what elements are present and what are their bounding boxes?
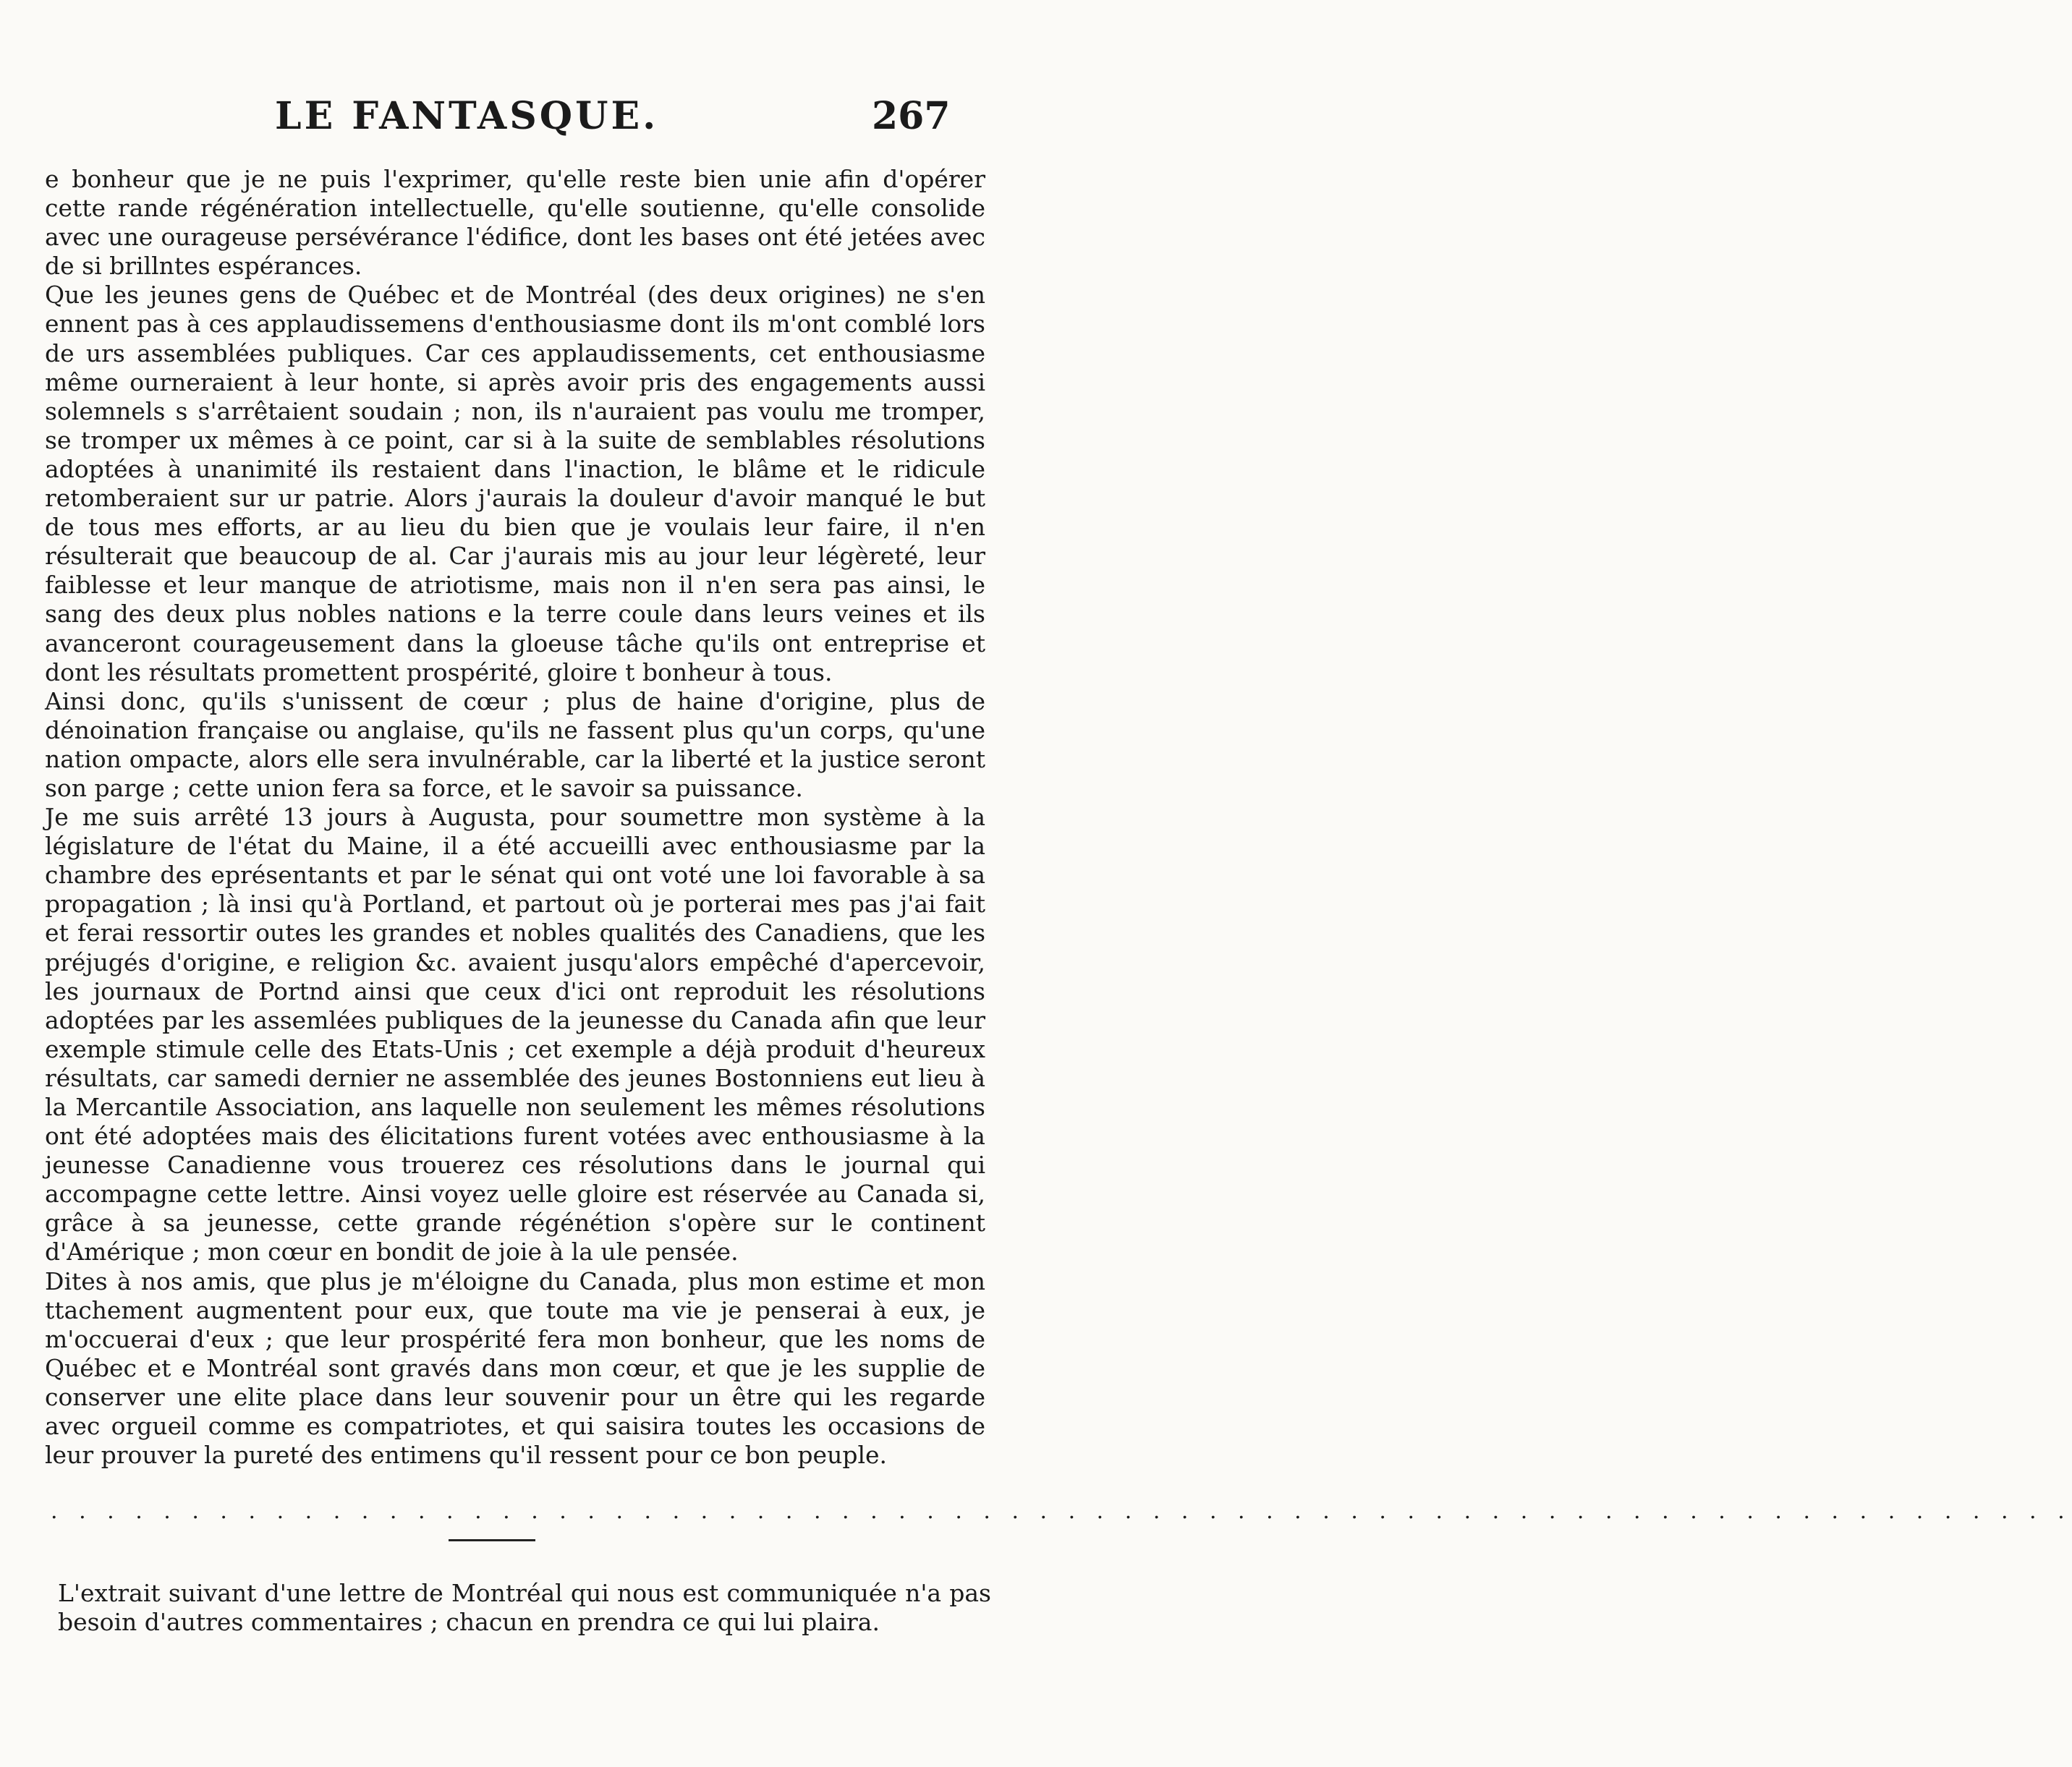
page-number: 267 [872,94,951,138]
running-title: LE FANTASQUE. [275,94,659,138]
paragraph-5: Dites à nos amis, que plus je m'éloigne du Canada, plus mon estime et mon ttachement augmentent pour eux, que toute ma vie je penserai à eux, je m'occuerai d'eux ; que leur prospérité fera mon bonheur, que les noms de Québec et e Montréal sont gravés dans mon cœur, et que je les supplie de conserver une elite place dans leur souvenir pour un être qui les regarde avec orgueil comme es compatriotes, et qui saisira toutes les occasions de leur prouver la pureté des entimens qu'il ressent pour ce bon peuple. [45,1266,985,1470]
article-body [45,165,985,1470]
dotted-separator: . . . . . . . . . . . . . . . . . . . . . . . . . . . . . . . . . . . . . . . . . . . . . . . . . . . . . . . . . . . . . . . . . . . . . . . . [51,1499,2072,1524]
extract-introduction: L'extrait suivant d'une lettre de Montréal qui nous est communiquée n'a pas besoin d'autres commentaires ; chacun en prendra ce qui lui plaira. [58,1579,991,1636]
paragraph-1: e bonheur que je ne puis l'exprimer, qu'elle reste bien unie afin d'opérer cette rande régénération intellectuelle, qu'elle soutienne, qu'elle consolide avec une ourageuse persévérance l'édifice, dont les bases ont été jetées avec de si brillntes espérances. [45,165,985,281]
paragraph-4: Je me suis arrêté 13 jours à Augusta, pour soumettre mon système à la législature de l'état du Maine, il a été accueilli avec enthousiasme par la chambre des eprésentants et par le sénat qui ont voté une loi favorable à sa propagation ; là insi qu'à Portland, et partout où je porterai mes pas j'ai fait et ferai ressortir outes les grandes et nobles qualités des Canadiens, que les préjugés d'origine, e religion &c. avaient jusqu'alors empêché d'apercevoir, les journaux de Portnd ainsi que ceux d'ici ont reproduit les résolutions adoptées par les assemlées publiques de la jeunesse du Canada afin que leur exemple stimule celle des Etats-Unis ; cet exemple a déjà produit d'heureux résultats, car samedi dernier ne assemblée des jeunes Bostonniens eut lieu à la Mercantile Association, ans laquelle non seulement les mêmes résolutions ont été adoptées mais des élicitations furent votées avec enthousiasme à la jeunesse Canadienne vous trouerez ces résolutions dans le journal qui accompagne cette lettre. Ainsi voyez uelle gloire est réservée au Canada si, grâce à sa jeunesse, cette grande régénétion s'opère sur le continent d'Amérique ; mon cœur en bondit de joie à la ule pensée. [45,803,985,1266]
paragraph-3: Ainsi donc, qu'ils s'unissent de cœur ; plus de haine d'origine, plus de dénoination française ou anglaise, qu'ils ne fassent plus qu'un corps, qu'une nation ompacte, alors elle sera invulnérable, car la liberté et la justice seront son parge ; cette union fera sa force, et le savoir sa puissance. [45,686,985,802]
section-rule [449,1539,535,1541]
paragraph-2: Que les jeunes gens de Québec et de Montréal (des deux origines) ne s'en ennent pas à ces applaudissemens d'enthousiasme dont ils m'ont comblé lors de urs assemblées publiques. Car ces applaudissements, cet enthousiasme même ourneraient à leur honte, si après avoir pris des engagements aussi solemnels s s'arrêtaient soudain ; non, ils n'auraient pas voulu me tromper, se tromper ux mêmes à ce point, car si à la suite de semblables résolutions adoptées à unanimité ils restaient dans l'inaction, le blâme et le ridicule retomberaient sur ur patrie. Alors j'aurais la douleur d'avoir manqué le but de tous mes efforts, ar au lieu du bien que je voulais leur faire, il n'en résulterait que beaucoup de al. Car j'aurais mis au jour leur légèreté, leur faiblesse et leur manque de atriotisme, mais non il n'en sera pas ainsi, le sang des deux plus nobles nations e la terre coule dans leurs veines et ils avanceront courageusement dans la gloeuse tâche qu'ils ont entreprise et dont les résultats promettent prospérité, gloire t bonheur à tous. [45,281,985,686]
page-header [0,94,1058,145]
